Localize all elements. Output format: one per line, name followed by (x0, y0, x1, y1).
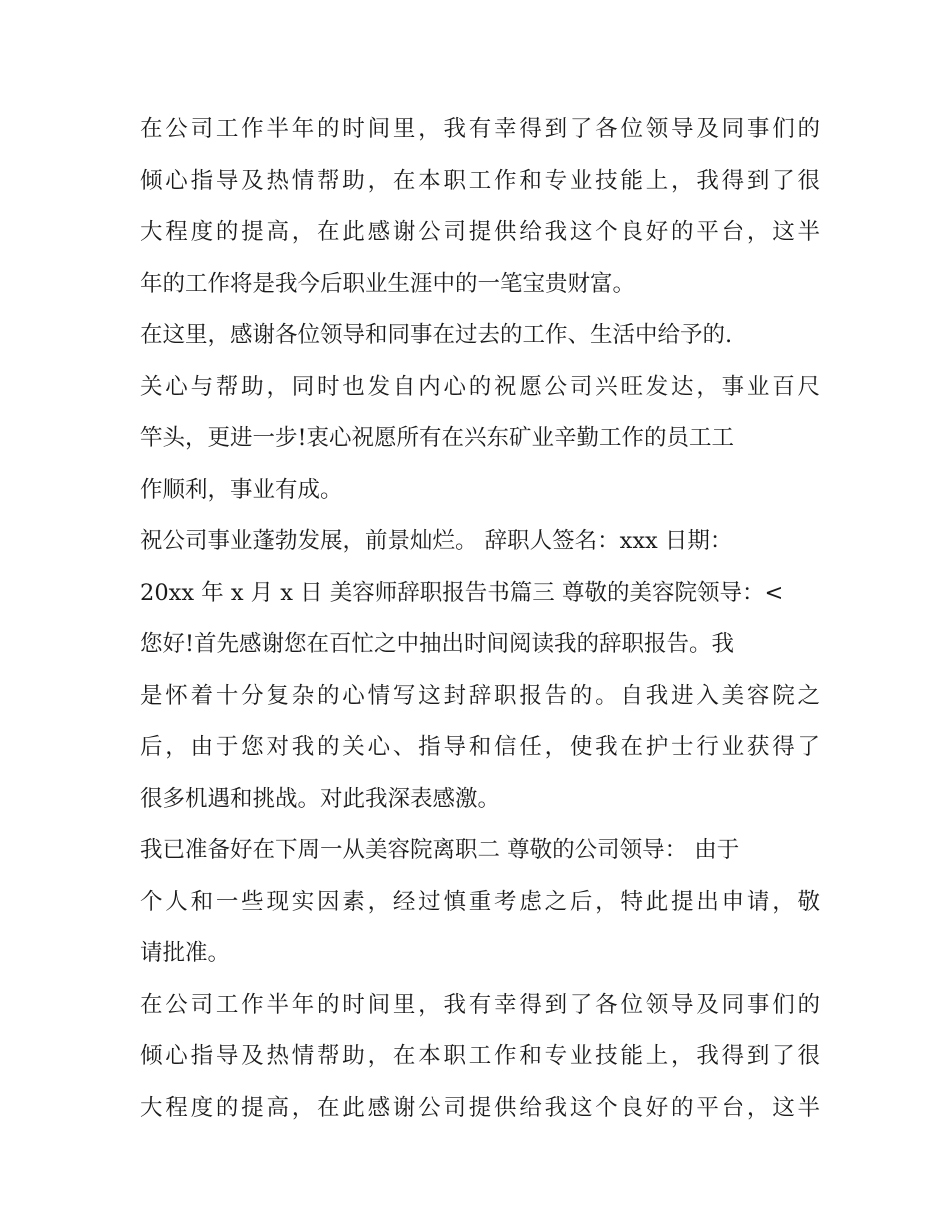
text-line: 是怀着十分复杂的心情写这封辞职报告的。自我进入美容院之 (140, 682, 820, 709)
text-line: 在公司工作半年的时间里，我有幸得到了各位领导及同事们的 (140, 116, 820, 142)
text-line: 您好!首先感谢您在百忙之中抽出时间阅读我的辞职报告。我 (140, 631, 735, 657)
text-line: 很多机遇和挑战。对此我深表感激。 (140, 785, 501, 812)
text-line: 大程度的提高，在此感谢公司提供给我这个良好的平台，这半 (140, 219, 820, 245)
text-line: 倾心指导及热情帮助，在本职工作和专业技能上，我得到了很 (140, 1043, 820, 1069)
text-line: 个人和一些现实因素，经过慎重考虑之后，特此提出申请，敬 (140, 888, 820, 915)
text-line: 后，由于您对我的关心、指导和信任，使我在护士行业获得了 (140, 734, 820, 760)
text-line: 作顺利，事业有成。 (140, 476, 343, 503)
text-line: 在这里，感谢各位领导和同事在过去的工作、生活中给予的. (140, 322, 733, 348)
text-line: 关心与帮助，同时也发自内心的祝愿公司兴旺发达，事业百尺 (140, 373, 820, 400)
text-line: 请批准。 (140, 940, 231, 966)
text-line: 倾心指导及热情帮助，在本职工作和专业技能上，我得到了很 (140, 167, 820, 194)
text-line: 在公司工作半年的时间里，我有幸得到了各位领导及同事们的 (140, 991, 820, 1018)
text-line: 年的工作将是我今后职业生涯中的一笔宝贵财富。 (140, 270, 636, 297)
text-line: 大程度的提高，在此感谢公司提供给我这个良好的平台，这半 (140, 1094, 820, 1121)
text-line: 祝公司事业蓬勃发展，前景灿烂。 辞职人签名：xxx 日期： (140, 528, 733, 554)
document-body (140, 104, 820, 1134)
text-line: 我已准备好在下周一从美容院离职二 尊敬的公司领导： 由于 (140, 837, 740, 863)
text-line: 20xx 年 x 月 x 日 美容师辞职报告书篇三 尊敬的美容院领导：< (140, 579, 784, 606)
text-line: 竿头，更进一步!衷心祝愿所有在兴东矿业辛勤工作的员工工 (140, 425, 735, 451)
